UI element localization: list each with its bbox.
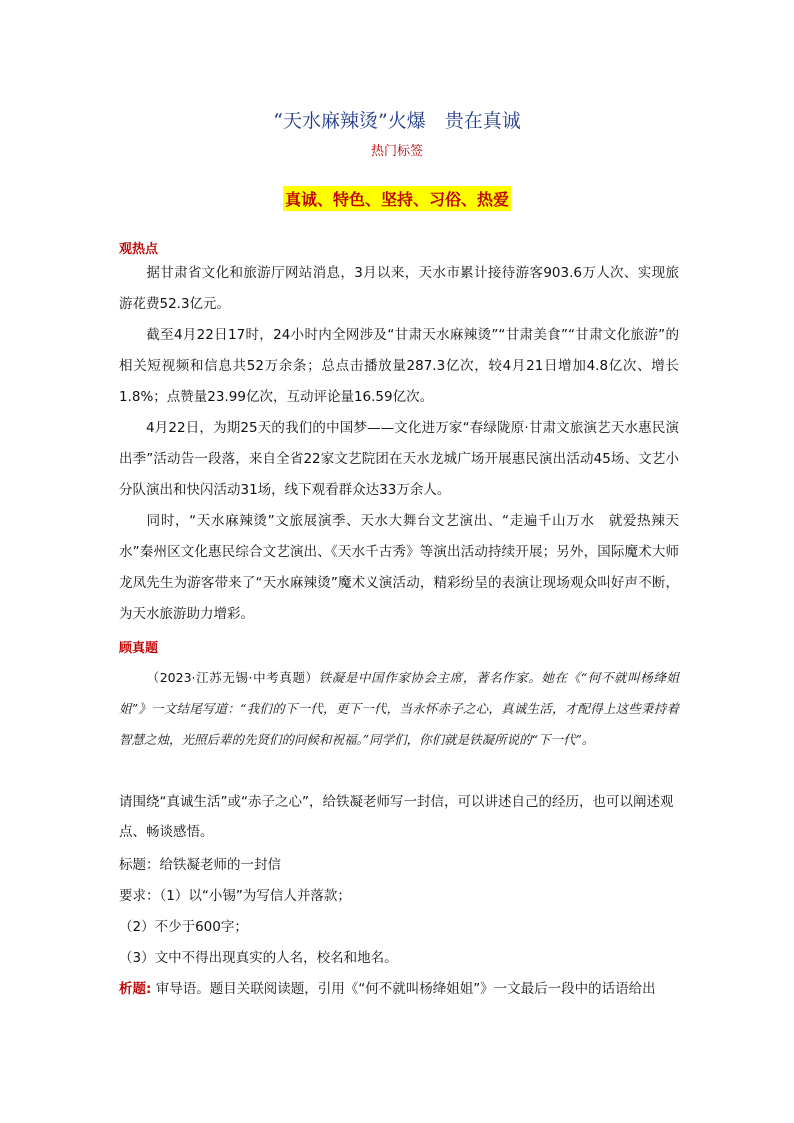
exam-prompt: 请围绕“真诚生活”或“赤子之心”，给铁凝老师写一封信，可以讲述自己的经历，也可以阐述观点、畅谈感悟。: [119, 794, 674, 840]
exam-requirement-3: （3）文中不得出现真实的人名，校名和地名。: [119, 950, 398, 966]
paragraph-text: 4月22日，为期25天的我们的中国梦——文化进万家“春绿陇原·甘肃文旅演艺天水惠民演出季”活动告一段落，来自全省22家文艺院团在天水龙城广场开展惠民演出活动45场、文艺小分队演出和快闪活动31场，线下观看群众达33万余人。: [119, 420, 679, 498]
paragraph-4: [119, 506, 679, 630]
paragraph-text: 据甘肃省文化和旅游厅网站消息，3月以来，天水市累计接待游客903.6万人次、实现旅游花费52.3亿元。: [119, 265, 679, 312]
paragraph-text: 同时，“天水麻辣烫”文旅展演季、天水大舞台文艺演出、“走遍千山万水 就爱热辣天水”秦州区文化惠民综合文艺演出、《天水千古秀》等演出活动持续开展；另外，国际魔术大师龙凤先生为游客带来了“天水麻辣烫”魔术义演活动，精彩纷呈的表演让现场观众叫好声不断，为天水旅游助力增彩。: [119, 513, 679, 622]
paragraph-text: 截至4月22日17时，24小时内全网涉及“甘肃天水麻辣烫”“甘肃美食”“甘肃文化旅游”的相关短视频和信息共52万余条；总点击播放量287.3亿次，较4月21日增加4.8亿次、增长1.8%；点赞量23.99亿次，互动评论量16.59亿次。: [119, 327, 679, 405]
analysis-text: 审导语。题目关联阅读题，引用《“何不就叫杨绛姐姐”》一文最后一段中的话语给出: [151, 981, 656, 997]
tags-row: [0, 186, 794, 211]
section-label-hot-view: 观热点: [119, 242, 159, 257]
analysis-line: [119, 974, 679, 1004]
analysis-label: 析题:: [119, 981, 152, 997]
exam-requirement-1: 要求：（1）以“小锡”为写信人并落款；: [119, 888, 351, 904]
exam-quote: [119, 662, 679, 755]
exam-heading: 标题：给铁凝老师的一封信: [119, 857, 281, 873]
hot-tags: 真诚、特色、坚持、习俗、热爱: [283, 186, 511, 211]
page-title: “天水麻辣烫”火爆 贵在真诚: [273, 110, 521, 132]
exam-requirement-2: （2）不少于600字；: [119, 919, 248, 935]
page-subtitle: 热门标签: [370, 144, 423, 159]
paragraph-2: [119, 320, 679, 413]
exam-quote-text: 铁凝是中国作家协会主席，著名作家。她在《“何不就叫杨绛姐姐”》一文结尾写道：“我们的下一代，更下一代，当永怀赤子之心，真诚生活，才配得上这些秉持着智慧之烛，光照后辈的先贤们的问候和祝福。”同学们，你们就是铁凝所说的“下一代”。: [119, 670, 679, 747]
paragraph-3: [119, 413, 679, 506]
paragraph-1: [119, 258, 679, 320]
section-label-exam: 顾真题: [119, 641, 159, 656]
exam-source: （2023·江苏无锡·中考真题）: [146, 670, 319, 685]
